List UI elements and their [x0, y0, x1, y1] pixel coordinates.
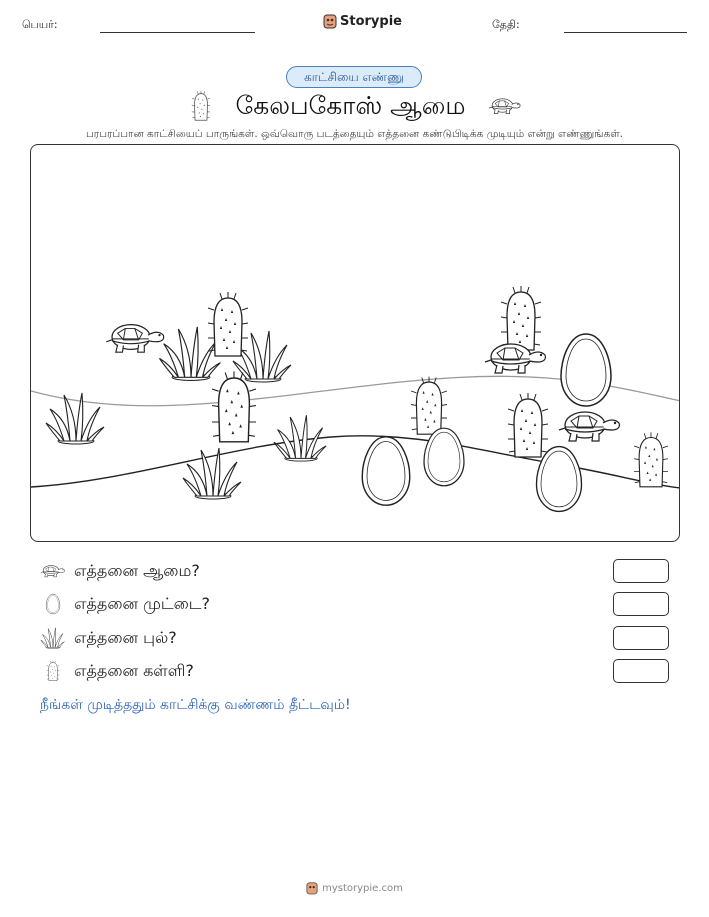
date-label: தேதி: [492, 18, 520, 31]
question-cactus [40, 659, 194, 683]
instructions: பரபரப்பான காட்சியைப் பாருங்கள். ஒவ்வொரு படத்தையும் எத்தனை கண்டுபிடிக்க முடியும் என்று எண்ணுங்கள். [85, 128, 624, 140]
turtle-2 [485, 344, 545, 373]
activity-badge: காட்சியை எண்ணு [286, 66, 422, 88]
turtle-icon [40, 563, 66, 579]
foreground-hill-line [31, 436, 680, 488]
grass-2 [160, 327, 221, 381]
cactus-4 [501, 286, 541, 350]
turtle-3 [559, 412, 619, 441]
cactus-3 [411, 377, 447, 435]
question-text: எத்தனை ஆமை? [74, 560, 200, 580]
egg-2 [362, 437, 410, 505]
page-title [0, 89, 709, 122]
egg-4 [537, 447, 582, 512]
title-text: கேலபகோஸ் ஆமை [235, 91, 466, 120]
coloring-note: நீங்கள் முடித்ததும் காட்சிக்கு வண்ணம் தீட்டவும்! [40, 697, 351, 713]
storypie-mascot-icon [323, 13, 337, 29]
question-turtle [40, 559, 200, 583]
cactus-6 [634, 432, 668, 486]
turtle-1 [106, 325, 163, 353]
egg-3 [424, 428, 464, 486]
question-egg [40, 592, 210, 616]
question-grass [40, 626, 177, 650]
turtle-icon [488, 93, 522, 119]
question-text: எத்தனை கள்ளி? [74, 660, 194, 680]
footer [0, 881, 709, 895]
grass-icon [40, 627, 66, 649]
cactus-5 [508, 393, 548, 457]
question-text: எத்தனை புல்? [74, 627, 177, 647]
question-text: எத்தனை முட்டை? [74, 593, 210, 613]
brand-logo [323, 13, 402, 29]
counting-scene [30, 144, 680, 542]
answer-box-egg[interactable] [613, 592, 669, 616]
answer-box-grass[interactable] [613, 626, 669, 650]
footer-url[interactable]: mystorypie.com [322, 882, 403, 894]
egg-icon [40, 593, 66, 615]
name-label: பெயர்: [22, 18, 58, 31]
cactus-2 [212, 371, 256, 441]
answer-box-cactus[interactable] [613, 659, 669, 683]
date-line[interactable] [564, 32, 687, 33]
brand-name: Storypie [340, 13, 402, 29]
name-line[interactable] [100, 32, 255, 33]
cactus-icon [188, 90, 214, 122]
scene-illustration [31, 145, 680, 542]
egg-1 [561, 334, 611, 406]
storypie-mascot-icon [306, 881, 318, 895]
answer-box-turtle[interactable] [613, 559, 669, 583]
cactus-icon [40, 660, 66, 682]
